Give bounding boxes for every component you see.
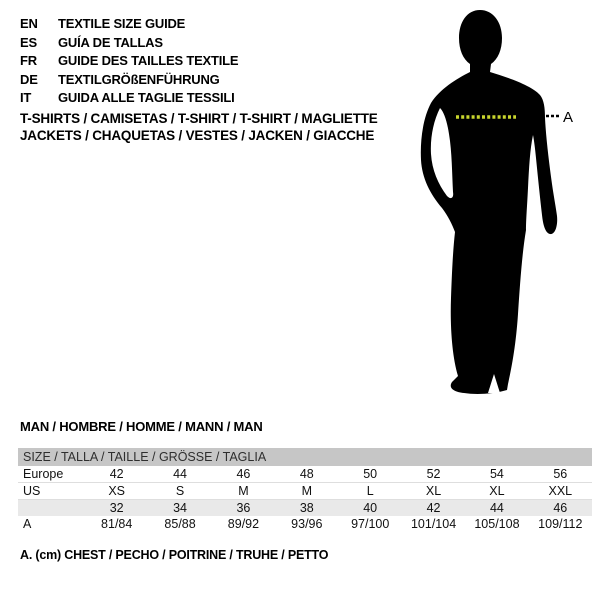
- size-cell: 40: [339, 500, 402, 517]
- size-cell: 38: [275, 500, 338, 517]
- man-walking-silhouette-icon: [388, 2, 600, 404]
- guide-title: GUÍA DE TALLAS: [58, 34, 163, 50]
- language-row: [20, 52, 238, 71]
- size-cell: 48: [275, 466, 338, 483]
- size-table: [18, 448, 592, 532]
- size-cell: XS: [85, 483, 148, 500]
- size-cell: XL: [465, 483, 528, 500]
- guide-title: TEXTILGRÖßENFÜHRUNG: [58, 71, 220, 87]
- size-cell: 32: [85, 500, 148, 517]
- size-cell: 46: [212, 466, 275, 483]
- size-cell: M: [275, 483, 338, 500]
- row-label: Europe: [18, 466, 85, 483]
- table-header: SIZE / TALLA / TAILLE / GRÖSSE / TAGLIA: [18, 448, 592, 466]
- size-cell: 93/96: [291, 517, 323, 531]
- language-code: EN: [20, 16, 38, 31]
- size-cell: S: [148, 483, 211, 500]
- size-cell: 54: [465, 466, 528, 483]
- size-cell: 50: [339, 466, 402, 483]
- size-cell: XXL: [529, 483, 592, 500]
- size-cell: 46: [529, 500, 592, 517]
- table-row-chest-cm: [18, 516, 592, 532]
- row-label: A: [23, 517, 32, 531]
- size-cell: 52: [402, 466, 465, 483]
- measure-label-a: A: [563, 109, 574, 126]
- language-row: [20, 89, 238, 108]
- size-cell: 56: [529, 466, 592, 483]
- language-code: IT: [20, 90, 32, 105]
- size-cell: XL: [402, 483, 465, 500]
- size-cell: 42: [402, 500, 465, 517]
- language-title-list: [20, 15, 238, 108]
- size-cell: 85/88: [164, 517, 196, 531]
- language-code: ES: [20, 34, 37, 50]
- table-row-europe: [18, 466, 592, 483]
- size-cell: 101/104: [410, 517, 457, 531]
- guide-title: GUIDA ALLE TAGLIE TESSILI: [58, 90, 235, 105]
- measurement-footnote: A. (cm) CHEST / PECHO / POITRINE / TRUHE / PETTO: [20, 548, 329, 562]
- category-tshirts: T-SHIRTS / CAMISETAS / T-SHIRT / T-SHIRT / MAGLIETTE: [20, 111, 378, 126]
- size-cell: L: [339, 483, 402, 500]
- size-cell: 34: [148, 500, 211, 517]
- guide-title: GUIDE DES TAILLES TEXTILE: [58, 53, 239, 68]
- size-cell: 36: [212, 500, 275, 517]
- language-code: FR: [20, 53, 37, 68]
- size-cell: 105/108: [474, 517, 520, 531]
- table-header-row: [18, 448, 592, 466]
- man-silhouette-shape: [421, 10, 557, 394]
- language-row: [20, 15, 238, 34]
- size-cell: 97/100: [351, 517, 390, 531]
- language-code: DE: [20, 71, 38, 87]
- garment-category-list: [20, 111, 378, 144]
- size-cell: M: [212, 483, 275, 500]
- guide-title: TEXTILE SIZE GUIDE: [58, 16, 186, 31]
- size-cell: 44: [465, 500, 528, 517]
- size-cell: 109/112: [538, 517, 583, 531]
- language-row: [20, 71, 238, 90]
- section-title: MAN / HOMBRE / HOMME / MANN / MAN: [20, 419, 263, 434]
- size-cell: 89/92: [227, 517, 260, 531]
- size-cell: 42: [85, 466, 148, 483]
- row-label: [18, 500, 85, 517]
- language-row: [20, 34, 238, 53]
- table-row-us-numeric: [18, 500, 592, 517]
- size-cell: 81/84: [101, 517, 133, 531]
- category-jackets: JACKETS / CHAQUETAS / VESTES / JACKEN / GIACCHE: [20, 127, 375, 143]
- table-row-us: [18, 483, 592, 500]
- size-cell: 44: [148, 466, 211, 483]
- row-label: US: [18, 483, 85, 500]
- man-figure: [388, 2, 600, 404]
